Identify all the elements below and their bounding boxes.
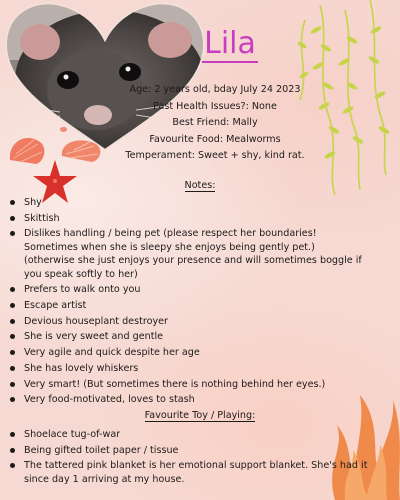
shell-icon	[60, 127, 67, 132]
temperament-text: Temperament: Sweet + shy, kind rat.	[125, 150, 305, 161]
health-text: Past Health Issues?: None	[153, 101, 277, 112]
list-item: Escape artist	[8, 299, 368, 312]
list-item: Very agile and quick despite her age	[8, 346, 368, 359]
list-item: Shy	[8, 196, 368, 209]
page-title: Lila	[204, 26, 256, 61]
list-item: She is very sweet and gentle	[8, 330, 368, 343]
best-friend-text: Best Friend: Mally	[172, 117, 258, 128]
list-item: She has lovely whiskers	[8, 362, 368, 375]
notes-heading: Notes:	[184, 180, 216, 191]
list-item: Being gifted toilet paper / tissue	[8, 444, 368, 457]
list-item: Very food-motivated, loves to stash	[8, 393, 368, 406]
toys-list	[8, 428, 368, 489]
list-item: Skittish	[8, 212, 368, 225]
list-item: Very smart! (But sometimes there is nothing behind her eyes.)	[8, 378, 368, 391]
list-item: Shoelace tug-of-war	[8, 428, 368, 441]
favourite-food-text: Favourite Food: Mealworms	[149, 134, 281, 145]
notes-list	[8, 196, 368, 409]
list-item: Devious houseplant destroyer	[8, 315, 368, 328]
favourite-toy-heading: Favourite Toy / Playing:	[144, 410, 256, 421]
list-item: The tattered pink blanket is her emotional support blanket. She's had it since day 1 arriving at my house.	[8, 459, 368, 486]
list-item: Dislikes handling / being pet (please respect her boundaries! Sometimes when she is sleepy she enjoys being gently pet.) (otherwise she just enjoys your presence and will sometimes boggle if you speak softly to her)	[8, 227, 368, 281]
list-item: Prefers to walk onto you	[8, 283, 368, 296]
age-text: Age: 2 years old, bday July 24 2023	[129, 84, 301, 95]
